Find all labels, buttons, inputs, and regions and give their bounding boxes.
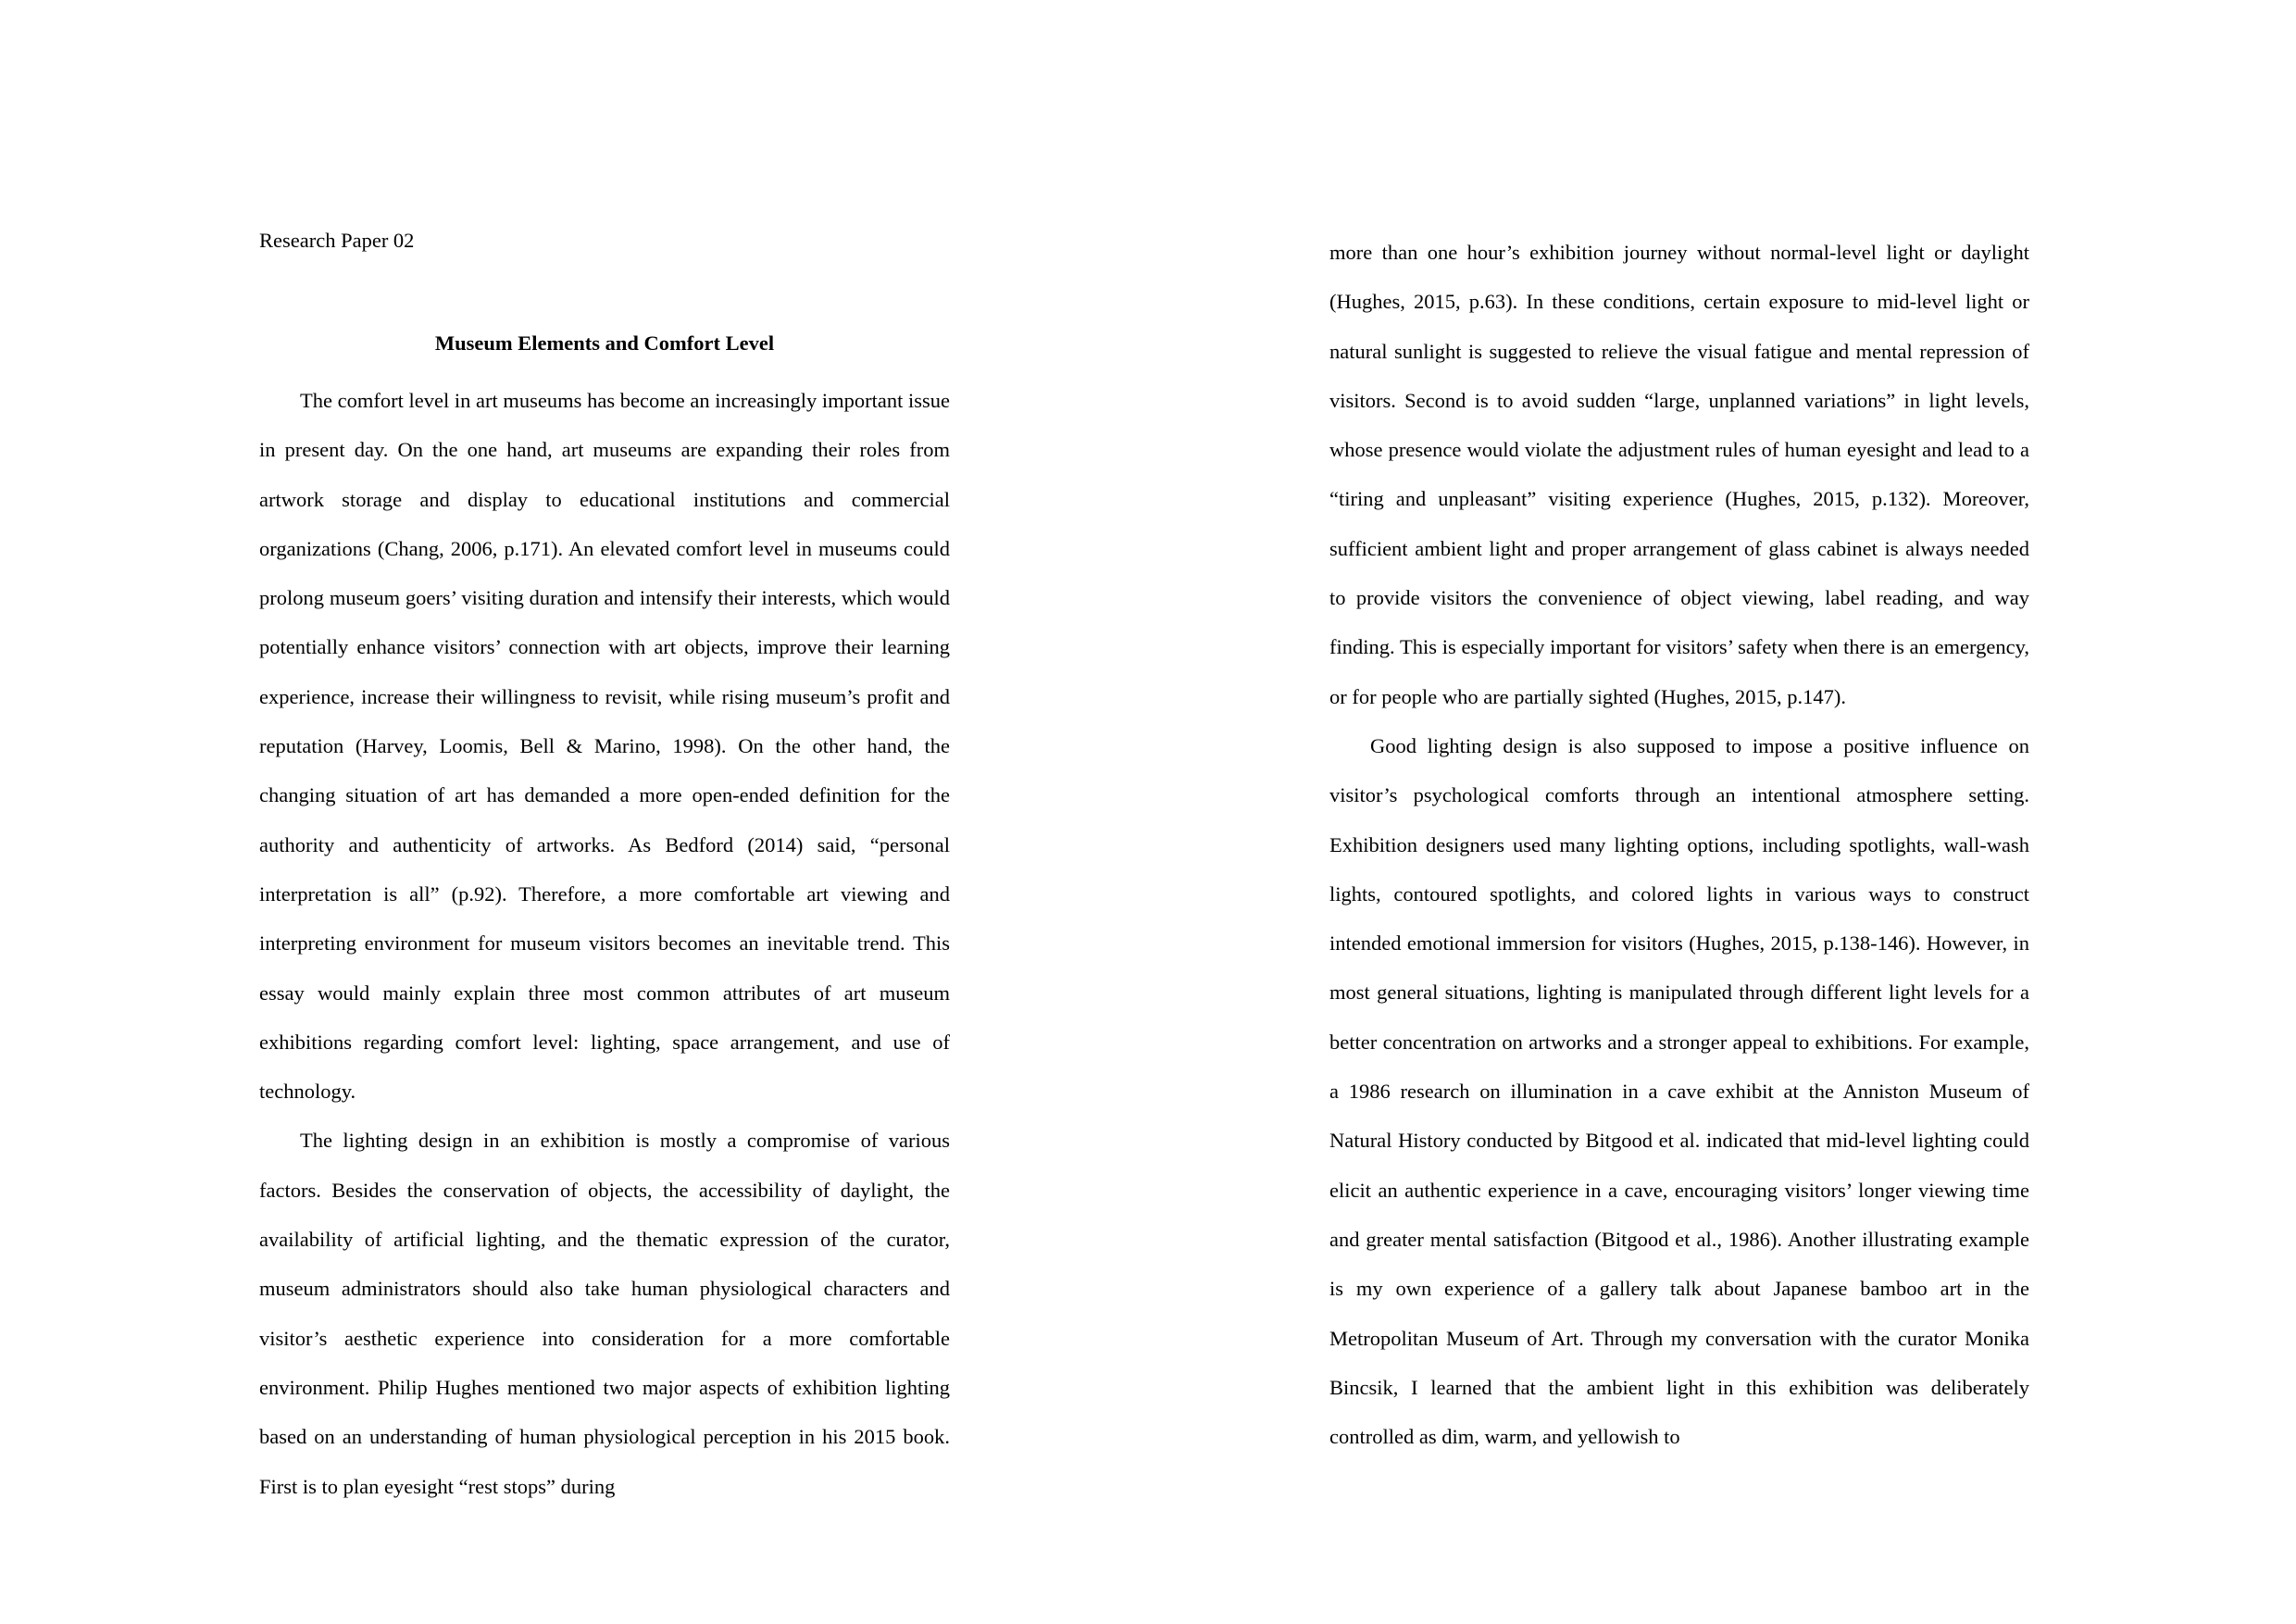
paragraph-lighting-design: The lighting design in an exhibition is mostly a compromise of various factors. Besides the conservation of objects, the accessibility of daylight, the availability of artificial lighting, and the thematic expression of the curator, museum administrators should also take human physiological characters and visitor’s aesthetic experience into consideration for a more comfortable environment. Philip Hughes mentioned two major aspects of exhibition lighting based on an understanding of human physiological perception in his 2015 book. First is to plan eyesight “rest stops” during: [259, 1129, 950, 1498]
left-body-text: [259, 376, 950, 1511]
running-head: Research Paper 02: [259, 229, 415, 252]
right-body-text: [1329, 228, 2029, 1461]
right-page: [1329, 0, 2029, 1624]
paragraph-atmosphere-setting: Good lighting design is also supposed to impose a positive influence on visitor’s psychological comforts through an intentional atmosphere setting. Exhibition designers used many lighting options, including spotlights, wall-wash lights, contoured spotlights, and colored lights in various ways to construct intended emotional immersion for visitors (Hughes, 2015, p.138-146). However, in most general situations, lighting is manipulated through different light levels for a better concentration on artworks and a stronger appeal to exhibitions. For example, a 1986 research on illumination in a cave exhibit at the Anniston Museum of Natural History conducted by Bitgood et al. indicated that mid-level lighting could elicit an authentic experience in a cave, encouraging visitors’ longer viewing time and greater mental satisfaction (Bitgood et al., 1986). Another illustrating example is my own experience of a gallery talk about Japanese bamboo art in the Metropolitan Museum of Art. Through my conversation with the curator Monika Bincsik, I learned that the ambient light in this exhibition was deliberately controlled as dim, warm, and yellowish to: [1329, 733, 2029, 1449]
paragraph-comfort-intro: The comfort level in art museums has become an increasingly important issue in present day. On the one hand, art museums are expanding their roles from artwork storage and display to educational institutions and commercial organizations (Chang, 2006, p.171). An elevated comfort level in museums could prolong museum goers’ visiting duration and intensify their interests, which would potentially enhance visitors’ connection with art objects, improve their learning experience, increase their willingness to revisit, while rising museum’s profit and reputation (Harvey, Loomis, Bell & Marino, 1998). On the other hand, the changing situation of art has demanded a more open-ended definition for the authority and authenticity of artworks. As Bedford (2014) said, “personal interpretation is all” (p.92). Therefore, a more comfortable art viewing and interpreting environment for museum visitors becomes an inevitable trend. This essay would mainly explain three most common attributes of art museum exhibitions regarding comfort level: lighting, space arrangement, and use of technology.: [259, 389, 950, 1104]
left-page: [259, 0, 950, 1624]
paper-title: Museum Elements and Comfort Level: [434, 331, 775, 355]
paragraph-lighting-continued: more than one hour’s exhibition journey without normal-level light or daylight (Hughes, 2015, p.63). In these conditions, certain exposure to mid-level light or natural sunlight is suggested to relieve the visual fatigue and mental repression of visitors. Second is to avoid sudden “large, unplanned variations” in light levels, whose presence would violate the adjustment rules of human eyesight and lead to a “tiring and unpleasant” visiting experience (Hughes, 2015, p.132). Moreover, sufficient ambient light and proper arrangement of glass cabinet is always needed to provide visitors the convenience of object viewing, label reading, and way finding. This is especially important for visitors’ safety when there is an emergency, or for people who are partially sighted (Hughes, 2015, p.147).: [1329, 241, 2029, 708]
